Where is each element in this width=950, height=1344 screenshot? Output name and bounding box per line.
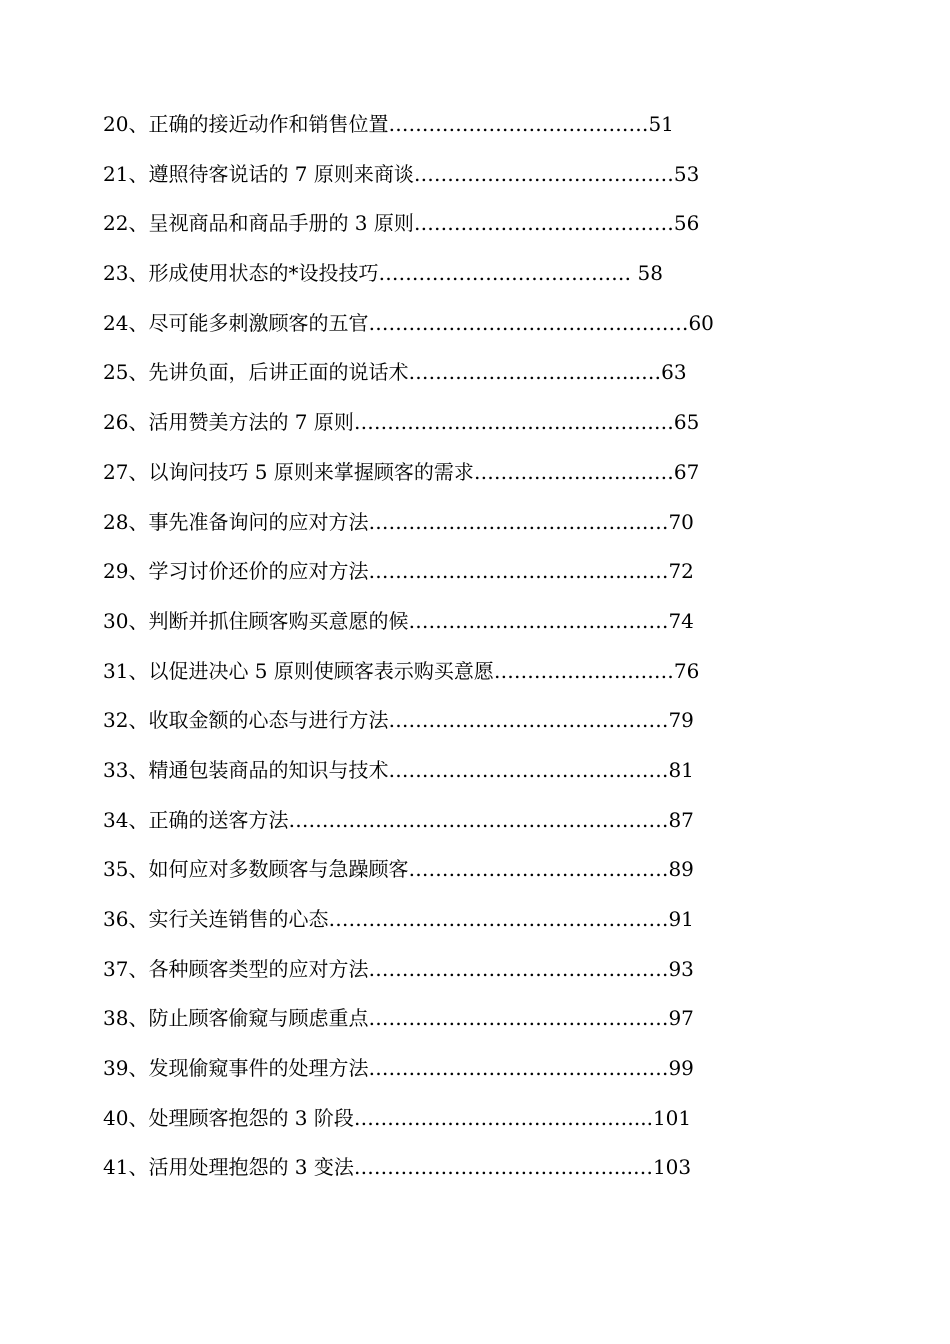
toc-entry-35: 35、如何应对多数顾客与急躁顾客…………………………………89 [103,857,694,882]
toc-entry-31: 31、以促进决心 5 原则使顾客表示购买意愿………………………76 [103,658,700,683]
toc-entry-40: 40、处理顾客抱怨的 3 阶段……………………………………...101 [103,1105,692,1130]
toc-entry-21: 21、遵照待客说话的 7 原则来商谈…………………………………53 [103,161,700,186]
toc-entry-41: 41、活用处理抱怨的 3 变法…………………………………...…103 [103,1155,692,1180]
toc-entry-36: 36、实行关连销售的心态……………………………………………91 [103,907,694,931]
toc-entry-24: 24、尽可能多刺激顾客的五官…………………………………………60 [103,310,714,335]
toc-entry-33: 33、精通包装商品的知识与技术……………………………………81 [103,757,694,782]
toc-entry-30: 30、判断并抓住顾客购买意愿的候…………………………………74 [103,608,694,633]
table-of-contents [103,104,723,1197]
toc-entry-25: 25、先讲负面，后讲正面的说话术……………………………..…63 [103,360,687,385]
toc-entry-20: 20、正确的接近动作和销售位置…………………………………51 [103,112,674,136]
toc-entry-38: 38、防止顾客偷窥与顾虑重点………………………………………97 [103,1006,694,1031]
toc-entry-28: 28、事先准备询问的应对方法………………………………………70 [103,509,694,534]
toc-entry-29: 29、学习讨价还价的应对方法………………………………………72 [103,559,694,584]
toc-entry-39: 39、发现偷窥事件的处理方法………………………………………99 [103,1056,694,1081]
toc-entry-23: 23、形成使用状态的*设投技巧………………..……………… 58 [103,261,663,286]
toc-entry-22: 22、呈视商品和商品手册的 3 原则…………………………………56 [103,211,700,236]
toc-entry-34: 34、正确的送客方法…………………………………………………87 [103,807,694,832]
toc-entry-27: 27、以询问技巧 5 原则来掌握顾客的需求…………………………67 [103,459,700,484]
toc-entry-32: 32、收取金额的心态与进行方法……………………………………79 [103,708,694,733]
toc-entry-26: 26、活用赞美方法的 7 原则…………………………………………65 [103,410,700,435]
toc-entry-37: 37、各种顾客类型的应对方法………………………………………93 [103,956,694,981]
